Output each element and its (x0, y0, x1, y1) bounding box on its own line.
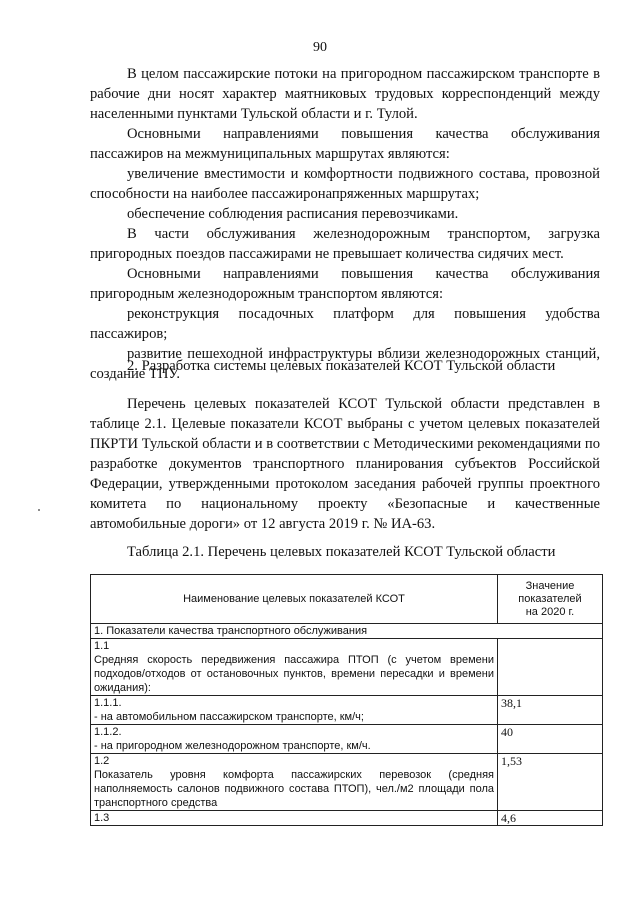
paragraph: реконструкция посадочных платформ для повышения удобства пассажиров; (90, 306, 600, 342)
table-row (91, 811, 603, 826)
value-cell: 38,1 (498, 696, 603, 725)
table-caption: Таблица 2.1. Перечень целевых показателей КСОТ Тульской области (127, 544, 556, 560)
paragraph: Основными направлениями повышения качества обслуживания пассажиров на межмуниципальных маршрутах являются: (90, 126, 600, 162)
indicator-cell (91, 754, 498, 811)
header-value (498, 575, 603, 624)
scan-speck (38, 509, 40, 511)
indicator-cell (91, 696, 498, 725)
paragraph: увеличение вместимости и комфортности подвижного состава, провозной способности на наиболее пассажиронапряженных маршрутах; (90, 166, 600, 202)
section-heading: 2. Разработка системы целевых показателей КСОТ Тульской области (127, 358, 556, 374)
paragraph: обеспечение соблюдения расписания перевозчиками. (127, 206, 459, 222)
value-cell: 40 (498, 725, 603, 754)
indicator-desc: - на пригородном железнодорожном транспорте, км/ч. (94, 740, 371, 752)
page-number: 90 (313, 40, 327, 55)
table-row (91, 639, 603, 696)
indicator-desc: - на автомобильном пассажирском транспорте, км/ч; (94, 711, 364, 723)
section-row-label: 1. Показатели качества транспортного обслуживания (91, 624, 603, 639)
value-cell (498, 639, 603, 696)
table-row (91, 696, 603, 725)
indicator-code: 1.1 (94, 640, 110, 652)
paragraph: развитие пешеходной инфраструктуры вблизи железнодорожных станций, создание ТПУ. (90, 346, 600, 382)
body-text (90, 64, 600, 384)
intro-paragraph: Перечень целевых показателей КСОТ Тульской области представлен в таблице 2.1. Целевые показатели КСОТ выбраны с учетом целевых показателей ПКРТИ Тульской области и в соответствии с Методическими рекомендациями по разработке документов транспортного планирования субъектов Российской Федерации, утвержденными протоколом заседания рабочей группы проектного комитета по национальному проекту «Безопасные и качественные автомобильные дороги» от 12 августа 2019 г. № ИА-63. (90, 396, 600, 532)
indicator-cell (91, 725, 498, 754)
header-name: Наименование целевых показателей КСОТ (91, 575, 498, 624)
indicator-code: 1.2 (94, 755, 110, 767)
paragraph: В части обслуживания железнодорожным транспортом, загрузка пригородных поездов пассажирами не превышает количества сидячих мест. (90, 226, 600, 262)
indicator-code: 1.1.2. (94, 726, 122, 738)
header-value-line: Значение (525, 579, 575, 592)
value-cell: 1,53 (498, 754, 603, 811)
indicator-desc: Средняя скорость передвижения пассажира ПТОП (с учетом времени подходов/отходов от остановочных пунктов, времени пересадки и времени ожидания): (94, 654, 494, 694)
indicator-cell (91, 639, 498, 696)
header-value-line: показателей (518, 592, 582, 605)
indicator-code: 1.1.1. (94, 697, 122, 709)
indicator-desc: Показатель уровня комфорта пассажирских перевозок (средняя наполняемость салонов подвижного состава ПТОП), чел./м2 площади пола транспортного средства (94, 769, 494, 809)
indicator-cell (91, 811, 498, 826)
paragraph: В целом пассажирские потоки на пригородном пассажирском транспорте в рабочие дни носят характер маятниковых трудовых корреспонденций между населенными пунктами Тульской области и г. Тулой. (90, 66, 600, 122)
indicator-code: 1.3 (94, 812, 110, 824)
table-header-row (91, 575, 603, 624)
table-section-row (91, 624, 603, 639)
value-cell: 4,6 (498, 811, 603, 826)
header-value-line: на 2020 г. (525, 605, 575, 618)
paragraph: Основными направлениями повышения качества обслуживания пригородным железнодорожным транспортом являются: (90, 266, 600, 302)
table-row (91, 725, 603, 754)
kpi-table (90, 574, 603, 826)
table-row (91, 754, 603, 811)
